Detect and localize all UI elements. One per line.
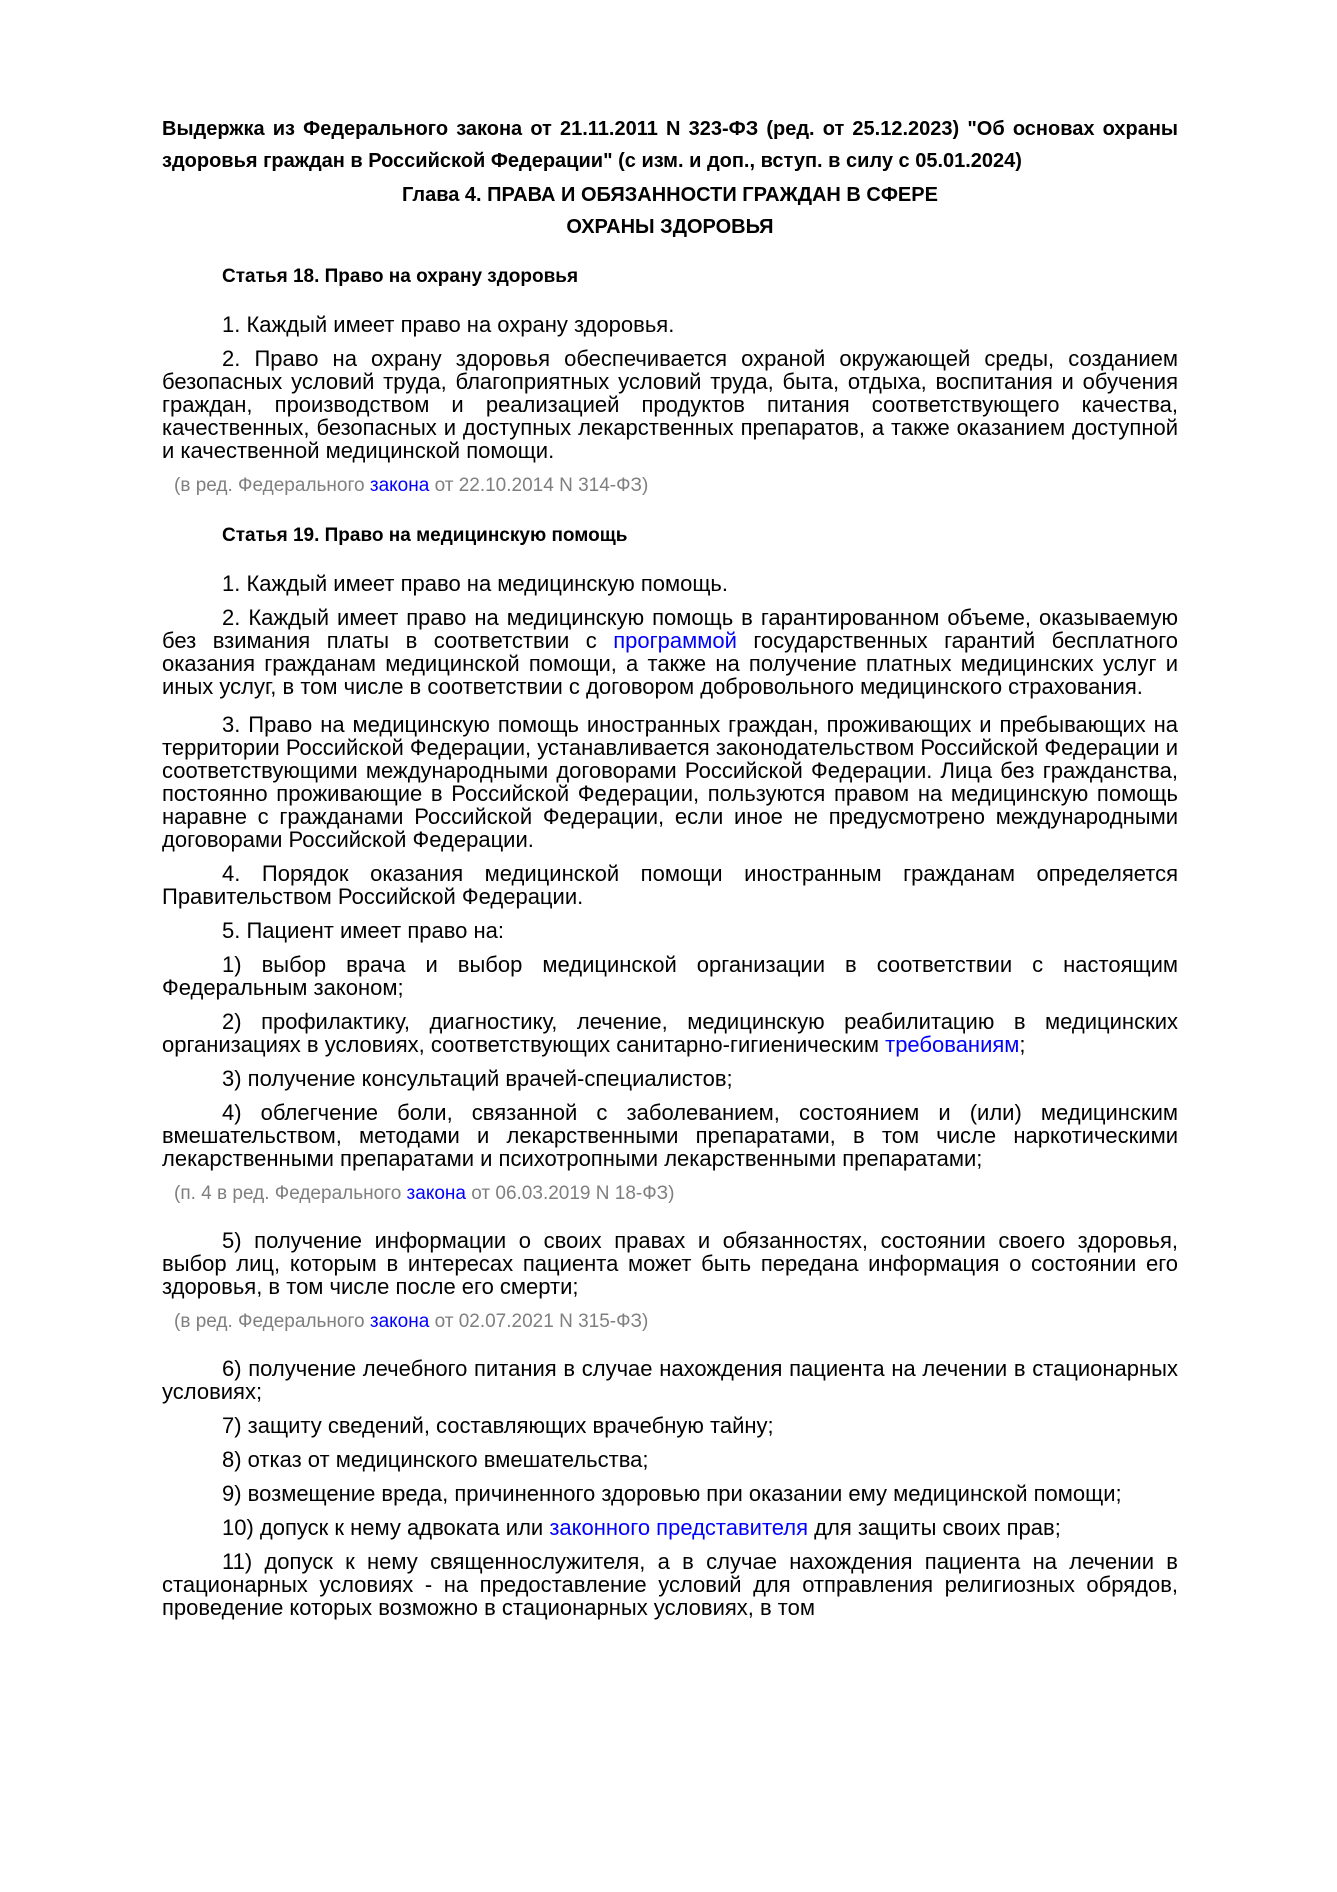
item-5-amendment-note: [162, 1310, 1178, 1334]
article-19-paragraph-4: 4. Порядок оказания медицинской помощи иностранным гражданам определяется Правительством Российской Федерации.: [162, 861, 1178, 909]
article-18-amendment-note: [162, 474, 1178, 498]
patient-right-item-5: 5) получение информации о своих правах и обязанностях, состоянии своего здоровья, выбор лиц, которым в интересах пациента может быть передана информация о состоянии его здоровья, в том числе после его смерти;: [162, 1228, 1178, 1299]
patient-right-item-8: 8) отказ от медицинского вмешательства;: [222, 1447, 649, 1472]
patient-right-item-4: 4) облегчение боли, связанной с заболеванием, состоянием и (или) медицинским вмешательством, методами и лекарственными препаратами, в том числе наркотическими лекарственными препаратами и психотропными лекарственными препаратами;: [162, 1100, 1178, 1171]
patient-right-item-11: 11) допуск к нему священнослужителя, а в случае нахождения пациента на лечении в стационарных условиях - на предоставление условий для отправления религиозных обрядов, проведение которых возможно в стационарных условиях, в том: [162, 1549, 1178, 1620]
patient-right-item-3: 3) получение консультаций врачей-специалистов;: [222, 1066, 733, 1091]
patient-right-item-9: 9) возмещение вреда, причиненного здоровью при оказании ему медицинской помощи;: [222, 1481, 1122, 1506]
note-text-after: от 22.10.2014 N 314-ФЗ): [429, 475, 649, 496]
article-18-title: Статья 18. Право на охрану здоровья: [222, 266, 579, 287]
article-19-paragraph-3: 3. Право на медицинскую помощь иностранных граждан, проживающих и пребывающих на территории Российской Федерации, устанавливается законодательством Российской Федерации и соответствующими международными договорами Российской Федерации. Лица без гражданства, постоянно проживающие в Российской Федерации, пользуются правом на медицинскую помощь наравне с гражданами Российской Федерации, если иное не предусмотрено международными договорами Российской Федерации.: [162, 712, 1178, 852]
note-text-after: от 06.03.2019 N 18-ФЗ): [465, 1183, 675, 1204]
patient-right-item-10: [162, 1516, 1178, 1539]
article-19-title: Статья 19. Право на медицинскую помощь: [222, 525, 628, 546]
item-text-before: 10) допуск к нему адвоката или: [222, 1515, 550, 1540]
chapter-title-line2: ОХРАНЫ ЗДОРОВЬЯ: [566, 216, 774, 238]
requirements-link[interactable]: требованиям: [885, 1032, 1020, 1057]
note-text-before: (в ред. Федерального: [174, 1311, 370, 1332]
article-18-paragraph-2: 2. Право на охрану здоровья обеспечивается охраной окружающей среды, созданием безопасных условий труда, благоприятных условий труда, быта, отдыха, воспитания и обучения граждан, производством и реализацией продуктов питания соответствующего качества, качественных, безопасных и доступных лекарственных препаратов, а также оказанием доступной и качественной медицинской помощи.: [162, 346, 1178, 463]
item-text-after: для защиты своих прав;: [808, 1515, 1061, 1540]
note-text-after: от 02.07.2021 N 315-ФЗ): [429, 1311, 649, 1332]
note-text-before: (в ред. Федерального: [174, 475, 370, 496]
item-text-before: 2) профилактику, диагностику, лечение, медицинскую реабилитацию в медицинских организациях в условиях, соответствующих санитарно-гигиеническим: [162, 1009, 1178, 1057]
program-link[interactable]: программой: [613, 628, 737, 653]
item-4-amendment-note: [162, 1182, 1178, 1206]
article-19-paragraph-5: 5. Пациент имеет право на:: [222, 918, 504, 943]
chapter-title-line1: Глава 4. ПРАВА И ОБЯЗАННОСТИ ГРАЖДАН В СФЕРЕ: [402, 184, 938, 206]
note-text-before: (п. 4 в ред. Федерального: [174, 1183, 407, 1204]
patient-right-item-6: 6) получение лечебного питания в случае нахождения пациента на лечении в стационарных условиях;: [162, 1356, 1178, 1404]
paragraph-text-before: 2. Каждый имеет право на медицинскую помощь в гарантированном объеме, оказываемую без взимания платы в соответствии с: [162, 605, 1178, 653]
article-19-paragraph-2: [162, 606, 1178, 698]
excerpt-title: Выдержка из Федерального закона от 21.11.2011 N 323-ФЗ (ред. от 25.12.2023) "Об основах охраны здоровья граждан в Российской Федерации" (с изм. и доп., вступ. в силу с 05.01.2024): [162, 118, 1178, 172]
patient-right-item-7: 7) защиту сведений, составляющих врачебную тайну;: [222, 1413, 774, 1438]
patient-right-item-1: 1) выбор врача и выбор медицинской организации в соответствии с настоящим Федеральным законом;: [162, 952, 1178, 1000]
article-18-paragraph-1: 1. Каждый имеет право на охрану здоровья.: [222, 312, 675, 337]
paragraph-text-after: государственных гарантий бесплатного оказания гражданам медицинской помощи, а также на получение платных медицинских услуг и иных услуг, в том числе в соответствии с договором добровольного медицинского страхования.: [162, 628, 1178, 699]
item-text-after: ;: [1019, 1032, 1026, 1057]
law-link[interactable]: закона: [406, 1183, 466, 1204]
patient-right-item-2: [162, 1010, 1178, 1056]
law-link[interactable]: закона: [369, 475, 430, 496]
legal-representative-link[interactable]: законного представителя: [549, 1515, 809, 1540]
law-link[interactable]: закона: [369, 1311, 430, 1332]
article-19-paragraph-1: 1. Каждый имеет право на медицинскую помощь.: [222, 571, 728, 596]
